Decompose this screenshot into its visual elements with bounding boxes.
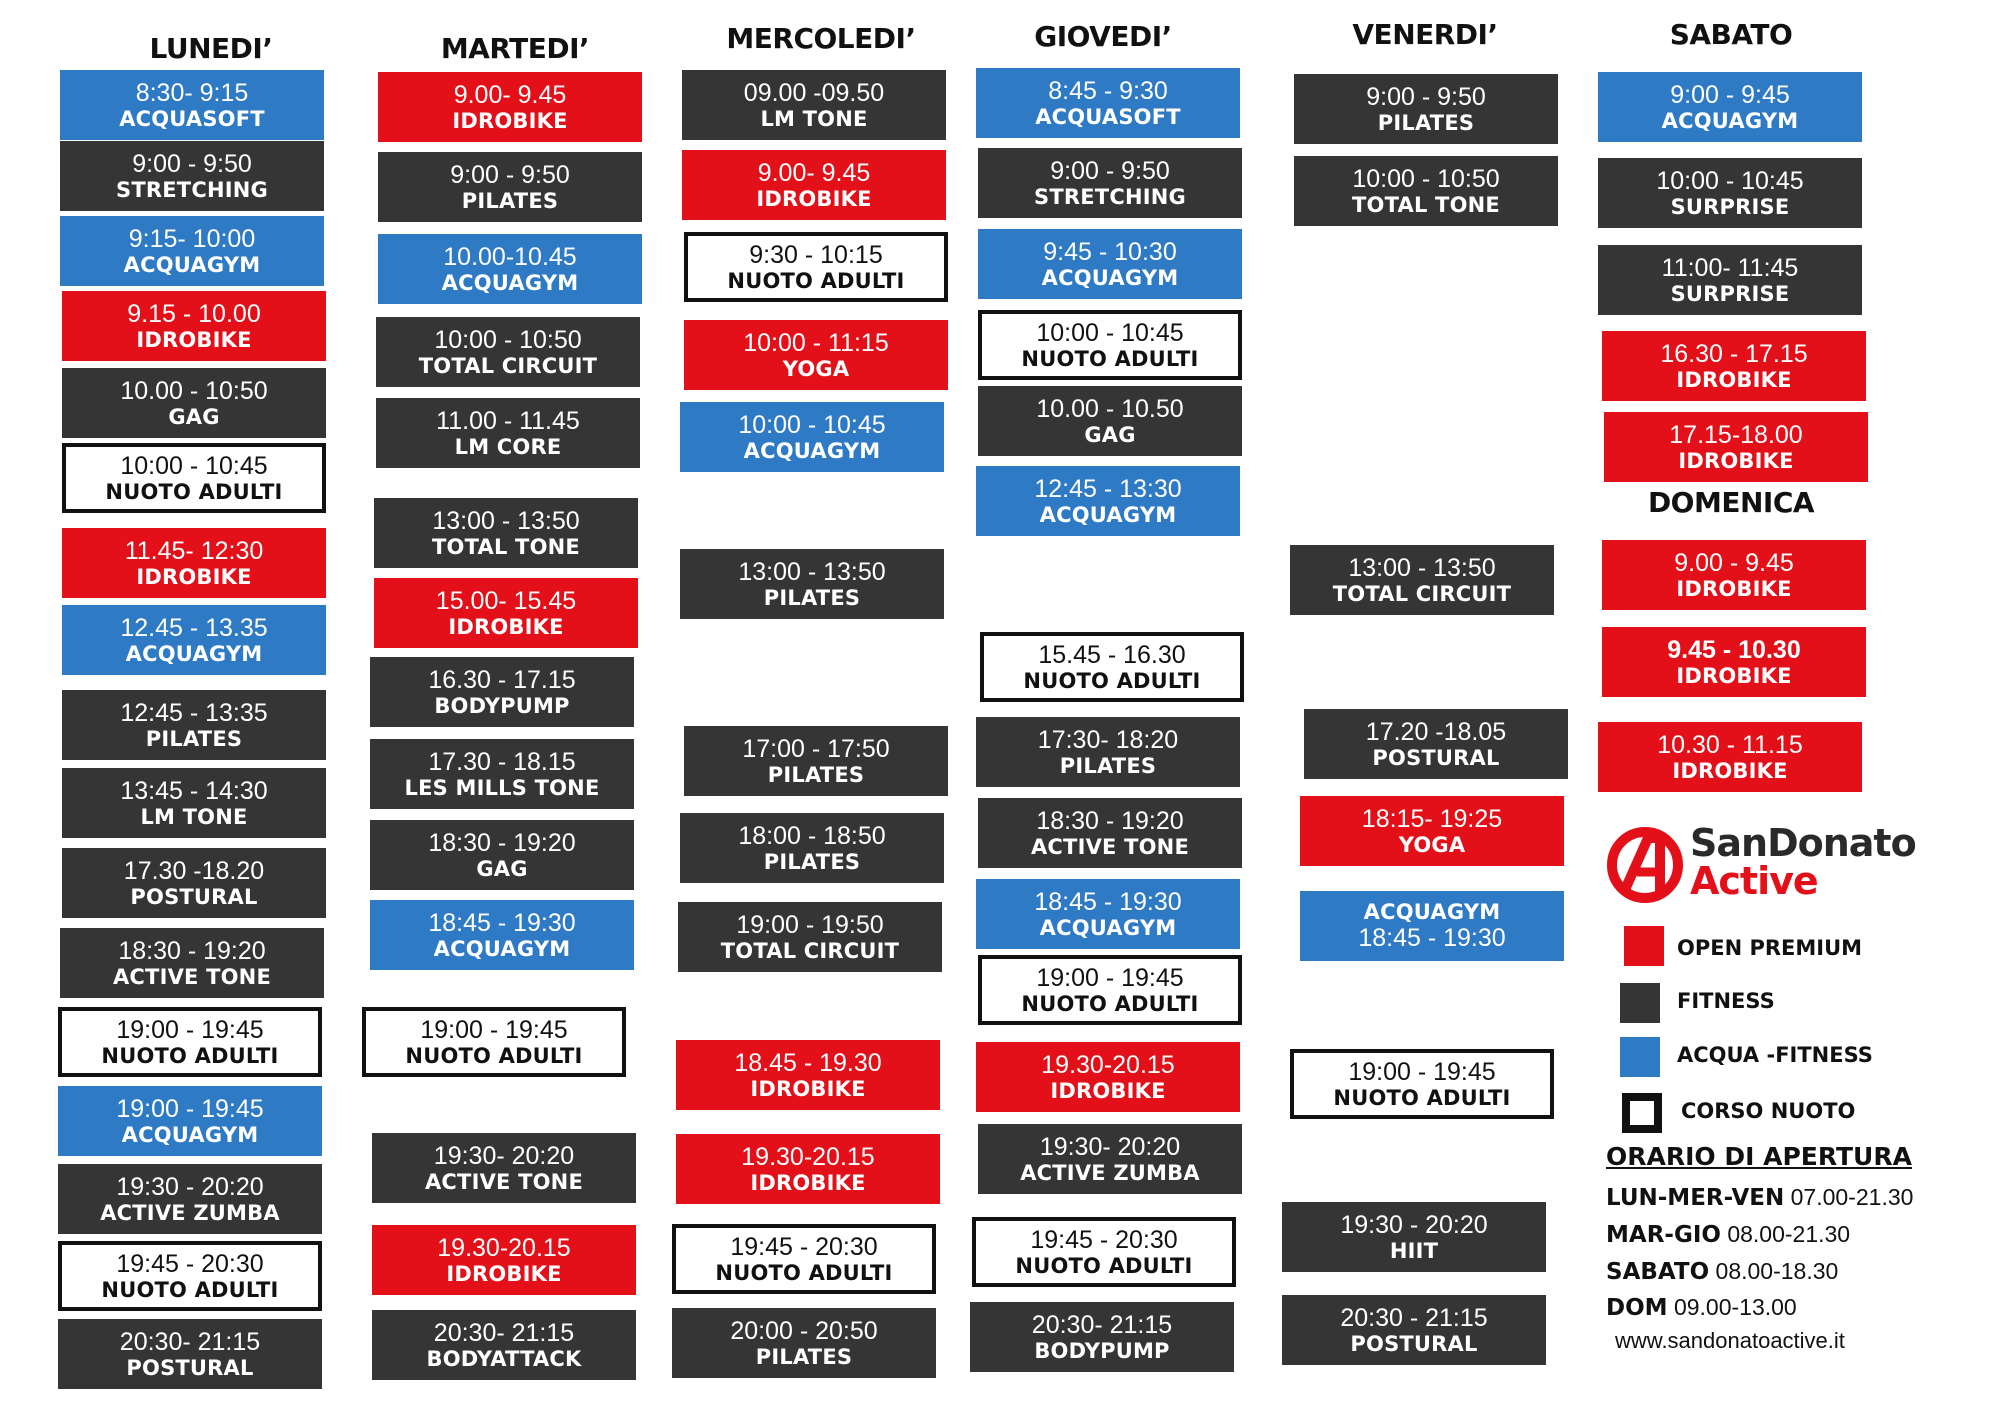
- class-time: 18.45 - 19.30: [734, 1048, 882, 1077]
- class-block-sun: [1602, 540, 1866, 610]
- class-name: PILATES: [145, 727, 243, 752]
- day-header-mon: LUNEDI’: [149, 32, 273, 65]
- class-time: 19:30- 20:20: [1039, 1132, 1181, 1161]
- class-time: 10:00 - 10:50: [434, 325, 582, 354]
- class-block-sat: [1604, 412, 1868, 482]
- class-time: 9.45 - 10.30: [1667, 635, 1801, 664]
- class-block-mon: [58, 1319, 322, 1389]
- class-name: ACTIVE TONE: [112, 965, 271, 990]
- class-name: ACQUAGYM: [441, 271, 579, 296]
- class-name: ACQUASOFT: [1035, 105, 1181, 130]
- website-link[interactable]: www.sandonatoactive.it: [1615, 1328, 1845, 1353]
- day-header-fri: VENERDI’: [1352, 18, 1498, 51]
- class-time: 10:00 - 10:45: [738, 410, 886, 439]
- class-name: IDROBIKE: [750, 1077, 866, 1102]
- class-time: 9.15 - 10.00: [127, 299, 261, 328]
- class-time: 19:45 - 20:30: [116, 1249, 264, 1278]
- class-name: NUOTO ADULTI: [405, 1044, 583, 1069]
- class-name: POSTURAL: [126, 1356, 254, 1381]
- class-name: IDROBIKE: [1678, 449, 1794, 474]
- class-block-mon: [58, 1007, 322, 1077]
- class-block-thu: [976, 1042, 1240, 1112]
- class-block-wed: [672, 1224, 936, 1294]
- class-name: NUOTO ADULTI: [101, 1278, 279, 1303]
- class-name: GAG: [1084, 423, 1136, 448]
- class-time: 20:30 - 21:15: [1340, 1303, 1488, 1332]
- class-block-thu: [978, 148, 1242, 218]
- class-time: 16.30 - 17.15: [1660, 339, 1808, 368]
- opening-hours-days: SABATO: [1606, 1259, 1710, 1285]
- class-time: 18:45 - 19:30: [428, 908, 576, 937]
- class-time: 19:30- 20:20: [433, 1141, 575, 1170]
- class-time: 19:45 - 20:30: [730, 1232, 878, 1261]
- class-time: 18:15- 19:25: [1361, 804, 1503, 833]
- logo-word-sandonato: SanDonato: [1690, 821, 1916, 865]
- class-block-wed: [678, 902, 942, 972]
- legend-swatch-acqua-fitness: [1620, 1037, 1660, 1077]
- class-time: 9:00 - 9:50: [1366, 82, 1486, 111]
- class-time: 9:30 - 10:15: [749, 240, 883, 269]
- class-time: 19:00 - 19:45: [1036, 963, 1184, 992]
- class-block-thu: [978, 310, 1242, 380]
- class-name: LES MILLS TONE: [404, 776, 600, 801]
- class-block-mon: [62, 848, 326, 918]
- class-time: 9:15- 10:00: [128, 224, 256, 253]
- class-time: 19.30-20.15: [741, 1142, 875, 1171]
- class-block-fri: [1282, 1202, 1546, 1272]
- class-time: 10:00 - 11:15: [743, 328, 889, 357]
- class-block-sun: [1598, 722, 1862, 792]
- class-block-mon: [62, 368, 326, 438]
- class-time: 20:00 - 20:50: [730, 1316, 878, 1345]
- class-name: ACTIVE TONE: [1030, 835, 1189, 860]
- class-block-wed: [676, 1134, 940, 1204]
- class-name: NUOTO ADULTI: [1333, 1086, 1511, 1111]
- opening-hours-time: 09.00-13.00: [1673, 1294, 1797, 1320]
- class-name: ACQUAGYM: [125, 642, 263, 667]
- class-block-mon: [60, 70, 324, 140]
- class-time: 13:00 - 13:50: [432, 506, 580, 535]
- class-name: TOTAL CIRCUIT: [418, 354, 598, 379]
- class-name: STRETCHING: [1034, 185, 1186, 210]
- class-time: 20:30- 21:15: [433, 1318, 575, 1347]
- legend-swatch-corso-nuoto: [1622, 1093, 1662, 1133]
- class-block-thu: [978, 386, 1242, 456]
- class-time: 18:45 - 19:30: [1358, 923, 1506, 952]
- class-time: 17.20 -18.05: [1365, 717, 1507, 746]
- class-name: TOTAL TONE: [1352, 193, 1500, 218]
- class-name: POSTURAL: [130, 885, 258, 910]
- opening-hours-row: [1606, 1221, 1850, 1248]
- class-time: 19:00 - 19:45: [116, 1094, 264, 1123]
- class-block-fri: [1282, 1295, 1546, 1365]
- brand-logo: [1604, 818, 1924, 918]
- class-time: 10.00-10.45: [443, 242, 577, 271]
- legend-swatch-open-premium: [1624, 926, 1664, 966]
- opening-hours-title: ORARIO DI APERTURA: [1606, 1142, 1912, 1171]
- class-name: LM TONE: [760, 107, 868, 132]
- class-block-wed: [684, 232, 948, 302]
- class-block-tue: [376, 317, 640, 387]
- class-time: 9:00 - 9:50: [132, 149, 252, 178]
- day-header-sun: DOMENICA: [1647, 486, 1815, 519]
- class-name: NUOTO ADULTI: [1023, 669, 1201, 694]
- opening-hours-time: 08.00-18.30: [1715, 1258, 1839, 1284]
- class-time: 17.30 - 18.15: [428, 747, 576, 776]
- class-time: 9.00- 9.45: [453, 80, 567, 109]
- class-name: IDROBIKE: [756, 187, 872, 212]
- class-name: NUOTO ADULTI: [1021, 992, 1199, 1017]
- class-block-mon: [62, 768, 326, 838]
- class-name: ACQUAGYM: [1039, 916, 1177, 941]
- class-name: IDROBIKE: [448, 615, 564, 640]
- class-block-tue: [370, 739, 634, 809]
- class-time: 18:00 - 18:50: [738, 821, 886, 850]
- class-name: IDROBIKE: [1672, 759, 1788, 784]
- class-time: 19.30-20.15: [437, 1233, 571, 1262]
- logo-word-active: Active: [1690, 859, 1818, 903]
- class-time: 17.30 -18.20: [123, 856, 265, 885]
- class-name: PILATES: [763, 586, 861, 611]
- class-time: 11:00- 11:45: [1661, 253, 1799, 282]
- class-time: 8:30- 9:15: [135, 78, 249, 107]
- class-name: ACQUASOFT: [119, 107, 265, 132]
- class-name: POSTURAL: [1372, 746, 1500, 771]
- class-block-mon: [62, 605, 326, 675]
- class-block-thu: [978, 229, 1242, 299]
- class-block-fri: [1294, 156, 1558, 226]
- class-block-wed: [682, 70, 946, 140]
- class-name: PILATES: [767, 763, 865, 788]
- class-name: SURPRISE: [1670, 282, 1790, 307]
- class-name: ACQUAGYM: [1363, 899, 1501, 924]
- class-time: 15.00- 15.45: [435, 586, 577, 615]
- class-block-tue: [378, 152, 642, 222]
- class-block-wed: [672, 1308, 936, 1378]
- class-block-tue: [374, 498, 638, 568]
- class-block-wed: [676, 1040, 940, 1110]
- opening-hours-row: [1606, 1294, 1797, 1321]
- legend-label-corso-nuoto: CORSO NUOTO: [1681, 1099, 1856, 1123]
- class-name: LM CORE: [454, 435, 562, 460]
- class-block-fri: [1290, 1049, 1554, 1119]
- class-name: TOTAL CIRCUIT: [720, 939, 900, 964]
- class-time: 13:00 - 13:50: [738, 557, 886, 586]
- class-time: 11.00 - 11.45: [436, 406, 580, 435]
- class-name: LM TONE: [140, 805, 248, 830]
- class-block-mon: [62, 291, 326, 361]
- class-time: 09.00 -09.50: [743, 78, 885, 107]
- class-time: 10.00 - 10:50: [120, 376, 268, 405]
- class-name: YOGA: [1398, 833, 1466, 858]
- class-name: NUOTO ADULTI: [105, 480, 283, 505]
- class-block-thu: [970, 1302, 1234, 1372]
- class-name: IDROBIKE: [452, 109, 568, 134]
- class-time: 12.45 - 13.35: [120, 613, 268, 642]
- class-name: SURPRISE: [1670, 195, 1790, 220]
- class-name: HIIT: [1389, 1239, 1439, 1264]
- class-time: 19:30 - 20:20: [1340, 1210, 1488, 1239]
- class-time: 17:00 - 17:50: [742, 734, 890, 763]
- class-block-tue: [370, 900, 634, 970]
- class-block-wed: [680, 813, 944, 883]
- class-name: TOTAL CIRCUIT: [1332, 582, 1512, 607]
- class-block-thu: [978, 955, 1242, 1025]
- class-time: 9:00 - 9:50: [450, 160, 570, 189]
- class-time: 20:30- 21:15: [119, 1327, 261, 1356]
- class-name: PILATES: [1059, 754, 1157, 779]
- class-block-fri: [1300, 891, 1564, 961]
- class-name: NUOTO ADULTI: [101, 1044, 279, 1069]
- class-name: IDROBIKE: [1676, 664, 1792, 689]
- class-block-mon: [60, 216, 324, 286]
- class-name: ACQUAGYM: [433, 937, 571, 962]
- class-name: IDROBIKE: [750, 1171, 866, 1196]
- class-name: IDROBIKE: [1050, 1079, 1166, 1104]
- class-time: 10:00 - 10:50: [1352, 164, 1500, 193]
- legend-label-fitness: FITNESS: [1677, 989, 1775, 1013]
- logo-a-icon: [1604, 824, 1686, 906]
- class-time: 10.00 - 10.50: [1036, 394, 1184, 423]
- class-block-fri: [1290, 545, 1554, 615]
- class-name: TOTAL TONE: [432, 535, 580, 560]
- class-block-thu: [976, 879, 1240, 949]
- class-block-thu: [978, 1124, 1242, 1194]
- class-name: ACTIVE ZUMBA: [1020, 1161, 1200, 1186]
- class-name: NUOTO ADULTI: [727, 269, 905, 294]
- class-name: GAG: [476, 857, 528, 882]
- day-header-tue: MARTEDI’: [440, 32, 590, 65]
- class-block-mon: [60, 928, 324, 998]
- class-name: NUOTO ADULTI: [1015, 1254, 1193, 1279]
- class-time: 19.30-20.15: [1041, 1050, 1175, 1079]
- class-name: ACQUAGYM: [743, 439, 881, 464]
- class-name: BODYATTACK: [426, 1347, 582, 1372]
- class-time: 10:00 - 10:45: [1656, 166, 1804, 195]
- class-block-tue: [374, 578, 638, 648]
- opening-hours-row: [1606, 1184, 1913, 1211]
- class-time: 18:30 - 19:20: [428, 828, 576, 857]
- class-time: 13:45 - 14:30: [120, 776, 268, 805]
- class-block-thu: [976, 466, 1240, 536]
- class-block-mon: [58, 1164, 322, 1234]
- opening-hours-time: 08.00-21.30: [1727, 1221, 1851, 1247]
- class-block-tue: [378, 72, 642, 142]
- class-name: IDROBIKE: [136, 328, 252, 353]
- class-block-thu: [978, 798, 1242, 868]
- class-block-tue: [362, 1007, 626, 1077]
- class-block-sat: [1598, 72, 1862, 142]
- class-block-mon: [58, 1086, 322, 1156]
- class-block-wed: [680, 549, 944, 619]
- class-time: 9:00 - 9:50: [1050, 156, 1170, 185]
- class-time: 19:00 - 19:45: [1348, 1057, 1496, 1086]
- class-block-tue: [372, 1133, 636, 1203]
- class-time: 20:30- 21:15: [1031, 1310, 1173, 1339]
- class-block-tue: [372, 1225, 636, 1295]
- class-time: 19:45 - 20:30: [1030, 1225, 1178, 1254]
- class-block-mon: [62, 443, 326, 513]
- class-block-mon: [58, 1241, 322, 1311]
- class-block-wed: [684, 726, 948, 796]
- class-name: NUOTO ADULTI: [715, 1261, 893, 1286]
- class-block-fri: [1300, 796, 1564, 866]
- class-name: ACQUAGYM: [1039, 503, 1177, 528]
- class-block-tue: [372, 1310, 636, 1380]
- class-time: 16.30 - 17.15: [428, 665, 576, 694]
- class-name: NUOTO ADULTI: [1021, 347, 1199, 372]
- class-time: 9:00 - 9:45: [1670, 80, 1790, 109]
- class-time: 19:00 - 19:50: [736, 910, 884, 939]
- class-time: 9:45 - 10:30: [1043, 237, 1177, 266]
- class-time: 10.30 - 11.15: [1657, 730, 1803, 759]
- day-header-sat: SABATO: [1669, 18, 1793, 51]
- class-time: 10:00 - 10:45: [1036, 318, 1184, 347]
- class-block-wed: [680, 402, 944, 472]
- class-block-sun: [1602, 627, 1866, 697]
- class-time: 18:45 - 19:30: [1034, 887, 1182, 916]
- opening-hours-days: DOM: [1606, 1295, 1668, 1321]
- class-block-mon: [62, 690, 326, 760]
- class-time: 13:00 - 13:50: [1348, 553, 1496, 582]
- class-block-sat: [1598, 245, 1862, 315]
- class-time: 8:45 - 9:30: [1048, 76, 1168, 105]
- legend-swatch-fitness: [1620, 983, 1660, 1023]
- class-block-fri: [1304, 709, 1568, 779]
- class-block-tue: [376, 398, 640, 468]
- class-block-wed: [684, 320, 948, 390]
- class-time: 19:30 - 20:20: [116, 1172, 264, 1201]
- class-time: 11.45- 12:30: [124, 536, 264, 565]
- opening-hours-time: 07.00-21.30: [1790, 1184, 1914, 1210]
- class-block-thu: [976, 68, 1240, 138]
- class-block-mon: [62, 528, 326, 598]
- class-time: 18:30 - 19:20: [118, 936, 266, 965]
- class-time: 12:45 - 13:35: [120, 698, 268, 727]
- class-time: 19:00 - 19:45: [116, 1015, 264, 1044]
- class-name: ACTIVE TONE: [424, 1170, 583, 1195]
- legend-label-acqua-fitness: ACQUA -FITNESS: [1677, 1043, 1873, 1067]
- class-name: PILATES: [763, 850, 861, 875]
- class-time: 9.00 - 9.45: [1674, 548, 1794, 577]
- class-name: POSTURAL: [1350, 1332, 1478, 1357]
- class-time: 9.00- 9.45: [757, 158, 871, 187]
- class-name: ACQUAGYM: [123, 253, 261, 278]
- class-time: 12:45 - 13:30: [1034, 474, 1182, 503]
- class-time: 15.45 - 16.30: [1038, 640, 1186, 669]
- class-name: PILATES: [1377, 111, 1475, 136]
- class-block-thu: [980, 632, 1244, 702]
- class-name: BODYPUMP: [1034, 1339, 1170, 1364]
- class-block-sat: [1602, 331, 1866, 401]
- class-time: 17.15-18.00: [1669, 420, 1803, 449]
- class-block-thu: [976, 717, 1240, 787]
- class-name: YOGA: [782, 357, 850, 382]
- day-header-thu: GIOVEDI’: [1034, 20, 1172, 53]
- class-time: 19:00 - 19:45: [420, 1015, 568, 1044]
- class-name: GAG: [168, 405, 220, 430]
- class-name: IDROBIKE: [136, 565, 252, 590]
- class-name: ACQUAGYM: [1041, 266, 1179, 291]
- class-time: 18:30 - 19:20: [1036, 806, 1184, 835]
- class-block-tue: [370, 820, 634, 890]
- class-name: ACQUAGYM: [1661, 109, 1799, 134]
- class-time: 10:00 - 10:45: [120, 451, 268, 480]
- class-time: 17:30- 18:20: [1037, 725, 1179, 754]
- class-name: IDROBIKE: [1676, 368, 1792, 393]
- class-name: ACTIVE ZUMBA: [100, 1201, 280, 1226]
- class-block-thu: [972, 1217, 1236, 1287]
- class-block-sat: [1598, 158, 1862, 228]
- class-name: PILATES: [755, 1345, 853, 1370]
- opening-hours-row: [1606, 1258, 1838, 1285]
- class-name: BODYPUMP: [434, 694, 570, 719]
- class-block-wed: [682, 150, 946, 220]
- class-block-tue: [370, 657, 634, 727]
- class-name: STRETCHING: [116, 178, 268, 203]
- class-name: IDROBIKE: [446, 1262, 562, 1287]
- class-name: IDROBIKE: [1676, 577, 1792, 602]
- opening-hours-days: LUN-MER-VEN: [1606, 1185, 1785, 1211]
- class-name: PILATES: [461, 189, 559, 214]
- class-block-fri: [1294, 74, 1558, 144]
- class-block-tue: [378, 234, 642, 304]
- class-block-mon: [60, 141, 324, 211]
- opening-hours-days: MAR-GIO: [1606, 1222, 1721, 1248]
- class-name: ACQUAGYM: [121, 1123, 259, 1148]
- legend-label-open-premium: OPEN PREMIUM: [1677, 936, 1863, 960]
- day-header-wed: MERCOLEDI’: [726, 22, 916, 55]
